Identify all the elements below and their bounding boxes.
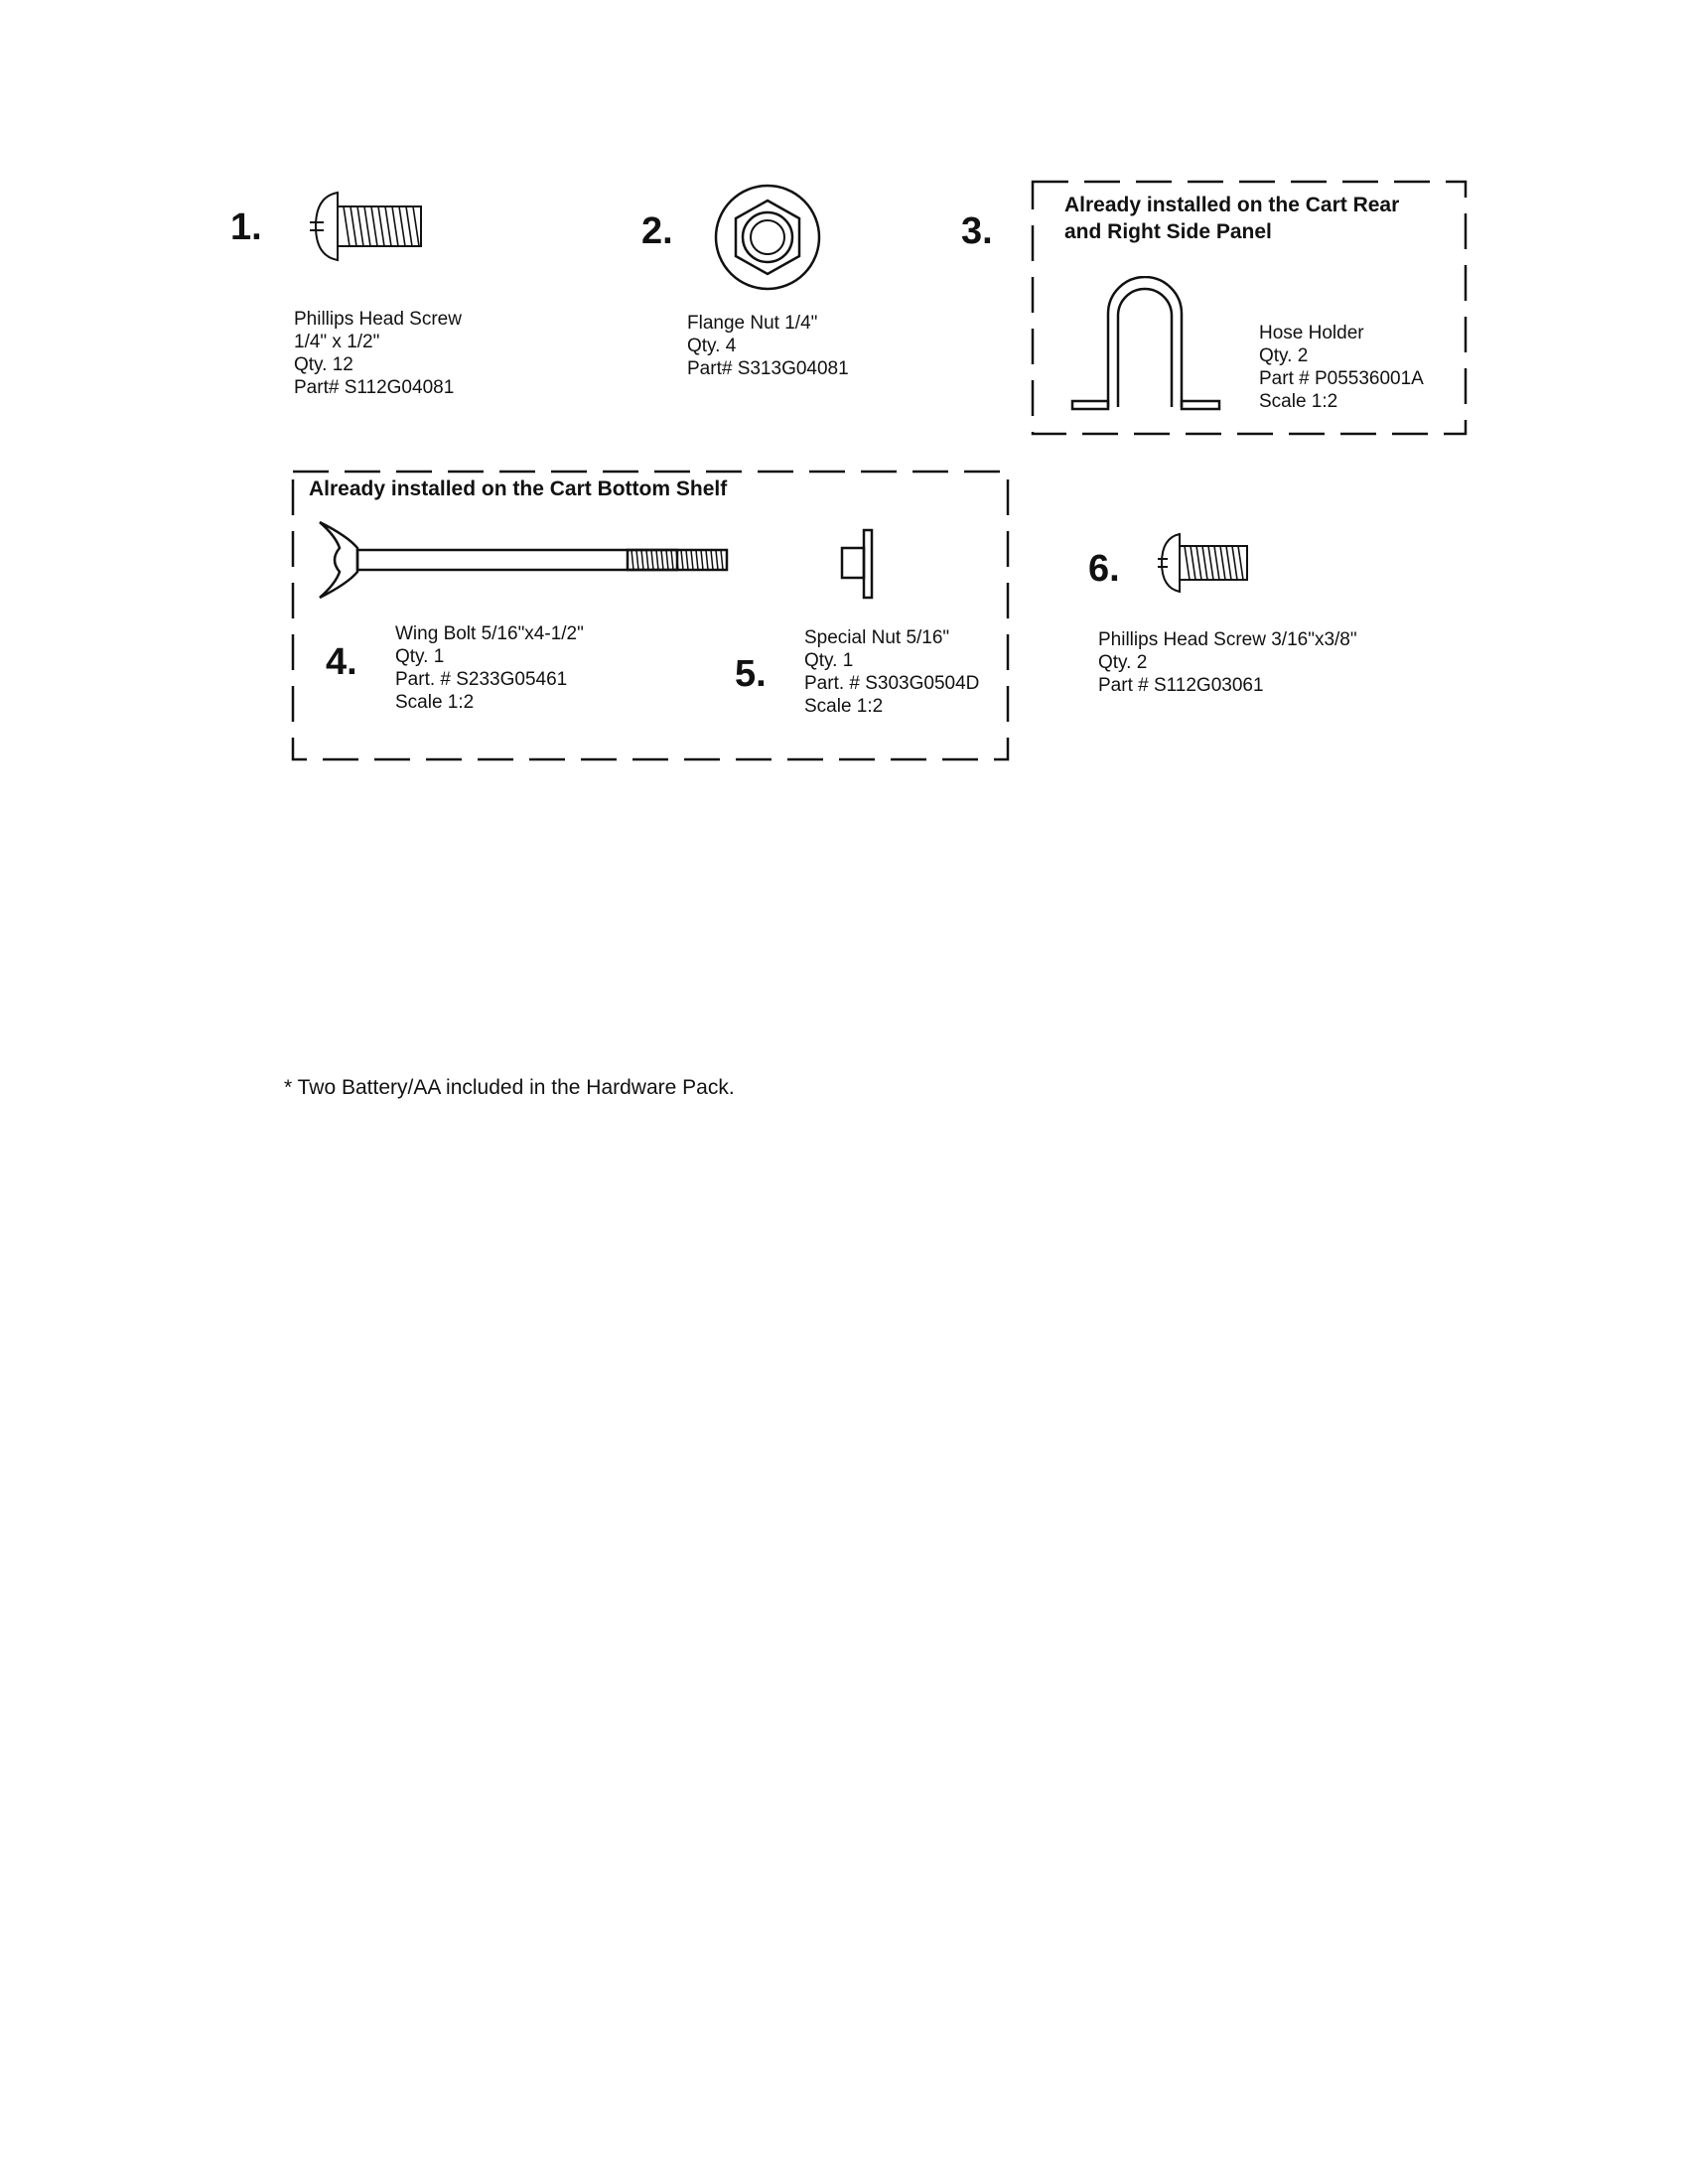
item-3-details	[1259, 322, 1424, 413]
footnote: * Two Battery/AA included in the Hardware Pack.	[284, 1076, 735, 1099]
item-4-line: Part. # S233G05461	[395, 669, 568, 690]
item-4-line: Qty. 1	[395, 646, 445, 667]
box-bottom-heading	[309, 476, 727, 502]
item-1-line: Phillips Head Screw	[294, 309, 462, 330]
item-6-line: Qty. 2	[1098, 652, 1148, 673]
item-6-line: Part # S112G03061	[1098, 675, 1264, 696]
item-6-details	[1098, 628, 1357, 697]
item-1-line: Part# S112G04081	[294, 377, 455, 398]
item-5-line: Special Nut 5/16"	[804, 627, 950, 648]
item-2-details	[687, 312, 849, 380]
flange-nut-icon	[713, 183, 822, 292]
item-3-line: Hose Holder	[1259, 323, 1364, 343]
item-number-1: 1.	[230, 206, 262, 248]
phillips-screw-icon	[310, 187, 429, 266]
item-5-line: Qty. 1	[804, 650, 854, 671]
item-4-line: Scale 1:2	[395, 692, 475, 713]
box-rear-heading-line: Already installed on the Cart Rear	[1064, 194, 1400, 216]
item-3-line: Part # P05536001A	[1259, 368, 1424, 389]
item-3-line: Scale 1:2	[1259, 391, 1338, 412]
item-1-details	[294, 308, 462, 399]
item-4-details	[395, 622, 584, 714]
item-number-3: 3.	[961, 210, 993, 252]
box-rear-heading	[1064, 192, 1399, 245]
item-1-line: Qty. 12	[294, 354, 353, 375]
hose-holder-icon	[1068, 276, 1221, 411]
item-number-4: 4.	[326, 641, 357, 683]
box-rear-heading-line: and Right Side Panel	[1064, 220, 1272, 243]
item-2-line: Qty. 4	[687, 336, 737, 356]
item-6-line: Phillips Head Screw 3/16"x3/8"	[1098, 629, 1357, 650]
item-number-6: 6.	[1088, 548, 1120, 590]
item-5-line: Scale 1:2	[804, 696, 884, 717]
item-5-line: Part. # S303G0504D	[804, 673, 980, 694]
item-5-details	[804, 626, 979, 718]
item-4-line: Wing Bolt 5/16"x4-1/2"	[395, 623, 584, 644]
item-number-5: 5.	[735, 653, 767, 695]
item-1-line: 1/4" x 1/2"	[294, 332, 380, 352]
item-number-2: 2.	[641, 210, 673, 252]
item-3-line: Qty. 2	[1259, 345, 1309, 366]
special-nut-icon	[838, 526, 878, 602]
phillips-screw-small-icon	[1158, 530, 1253, 596]
item-2-line: Part# S313G04081	[687, 358, 849, 379]
item-2-line: Flange Nut 1/4"	[687, 313, 818, 334]
wing-bolt-icon	[314, 518, 731, 602]
box-bottom-heading-line: Already installed on the Cart Bottom Shelf	[309, 478, 728, 500]
